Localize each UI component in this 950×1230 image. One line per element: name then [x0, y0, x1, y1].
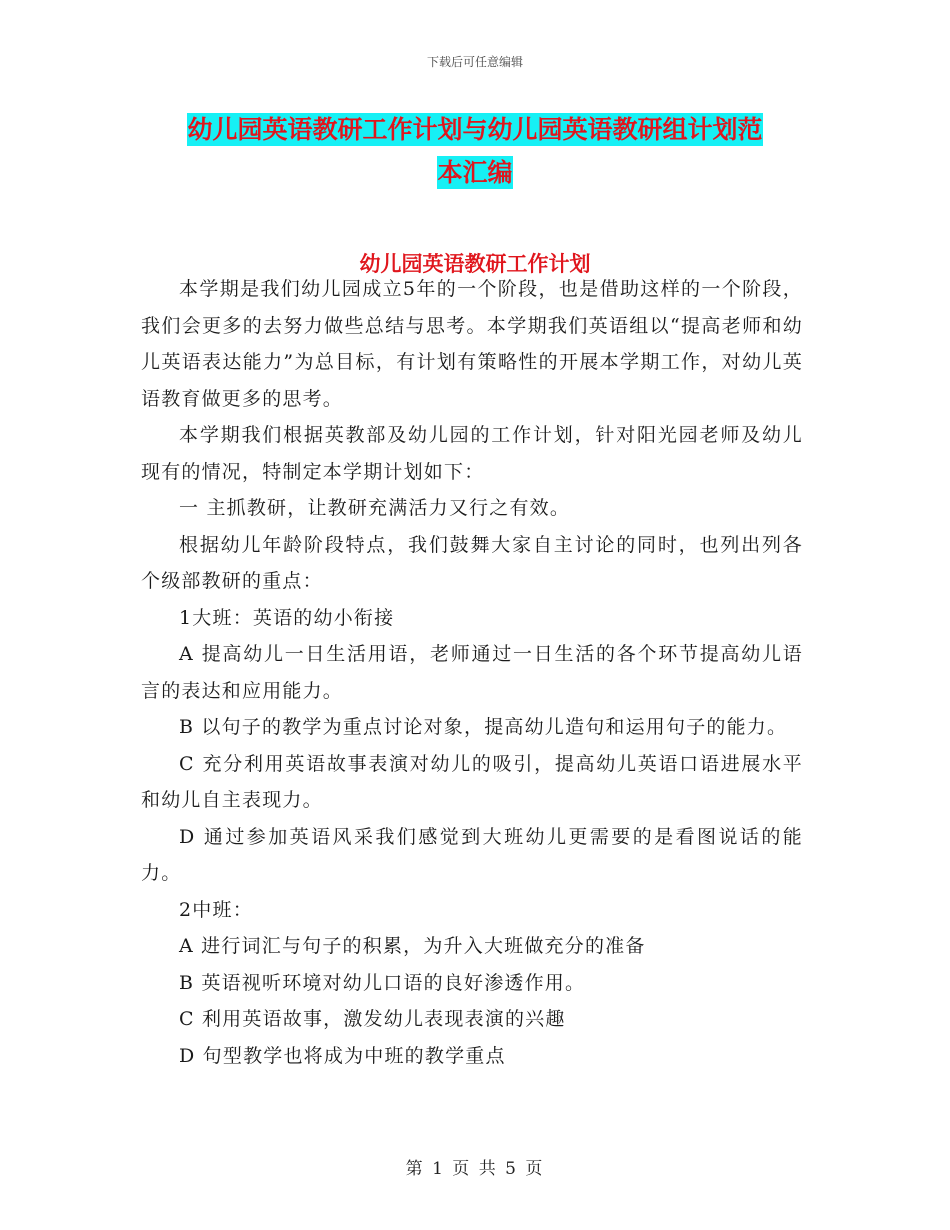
paragraph: 1大班：英语的幼小衔接 [179, 606, 395, 629]
paragraph: 根据幼儿年龄阶段特点，我们鼓舞大家自主讨论的同时，也列出列各个级部教研的重点： [141, 533, 803, 592]
header-note: 下载后可任意编辑 [426, 55, 523, 69]
document-title-line-2 [0, 155, 950, 191]
paragraph: 2中班： [179, 898, 253, 921]
paragraph: D 句型教学也将成为中班的教学重点 [179, 1044, 506, 1067]
paragraph: A 提高幼儿一日生活用语，老师通过一日生活的各个环节提高幼儿语言的表达和应用能力。 [141, 643, 803, 702]
document-title-text-1: 幼儿园英语教研工作计划与幼儿园英语教研组计划范 [187, 115, 763, 144]
paragraph: 本学期我们根据英教部及幼儿园的工作计划，针对阳光园老师及幼儿现有的情况，特制定本学期计划如下： [141, 424, 803, 483]
paragraph: B 英语视听环境对幼儿口语的良好渗透作用。 [179, 971, 586, 994]
document-title-text-2: 本汇编 [437, 158, 513, 187]
paragraph: A 进行词汇与句子的积累，为升入大班做充分的准备 [179, 935, 646, 957]
paragraph: D 通过参加英语风采我们感觉到大班幼儿更需要的是看图说话的能力。 [141, 825, 803, 884]
paragraph: 一 主抓教研，让教研充满活力又行之有效。 [179, 497, 571, 519]
section-title: 幼儿园英语教研工作计划 [359, 252, 591, 276]
paragraph: 本学期是我们幼儿园成立5年的一个阶段，也是借助这样的一个阶段，我们会更多的去努力做些总结与思考。本学期我们英语组以“提高老师和幼儿英语表达能力”为总目标，有计划有策略性的开展本学期工作，对幼儿英语教育做更多的思考。 [141, 278, 803, 410]
paragraph: B 以句子的教学为重点讨论对象，提高幼儿造句和运用句子的能力。 [179, 716, 788, 738]
document-title-line-1 [0, 112, 950, 148]
page-number-footer: 第 1 页 共 5 页 [405, 1159, 545, 1179]
paragraph: C 充分利用英语故事表演对幼儿的吸引，提高幼儿英语口语进展水平和幼儿自主表现力。 [141, 752, 803, 811]
paragraph: C 利用英语故事，激发幼儿表现表演的兴趣 [179, 1008, 566, 1030]
document-body [141, 271, 803, 1074]
